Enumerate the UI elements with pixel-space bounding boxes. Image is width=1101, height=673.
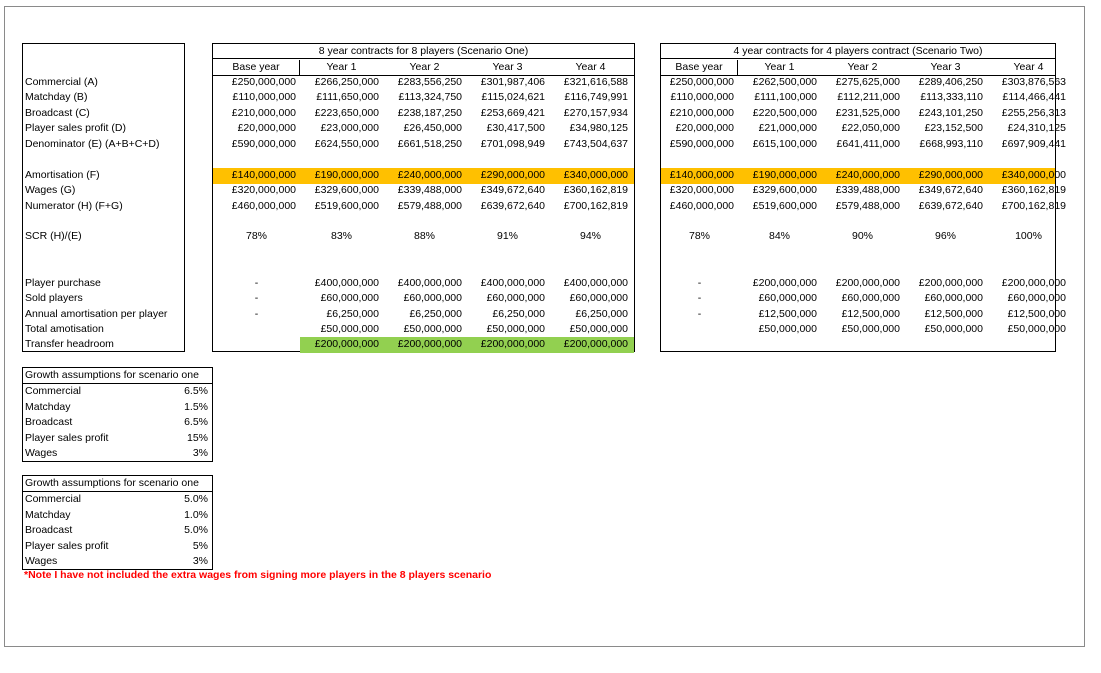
cell-player-sales-profit: £20,000,000 — [237, 122, 296, 134]
assumption-label: Commercial — [25, 385, 82, 398]
assumption-label: Wages — [25, 446, 58, 459]
cell-matchday: £111,100,000 — [754, 91, 817, 103]
cell-player-sales-profit: £22,050,000 — [841, 122, 900, 134]
cell-matchday: £112,211,000 — [837, 91, 900, 103]
cell-sold-players: £60,000,000 — [403, 292, 462, 304]
assumption-label: Matchday — [25, 400, 71, 413]
cell-sold-players: £60,000,000 — [758, 292, 817, 304]
cell-scr: 83% — [330, 230, 352, 242]
cell-transfer-headroom — [821, 337, 904, 352]
cell-broadcast: £253,669,421 — [480, 107, 545, 119]
cell-matchday: £111,650,000 — [316, 91, 379, 103]
cell-numerator: £460,000,000 — [231, 200, 296, 212]
cell-scr: 88% — [413, 230, 435, 242]
assumption-value: 3% — [192, 554, 208, 567]
scenario-two-table — [660, 43, 1066, 352]
row-label-matchday: Matchday (B) — [25, 91, 88, 103]
cell-transfer-headroom — [987, 337, 1070, 352]
cell-sold-players: £60,000,000 — [486, 292, 545, 304]
column-header: Year 3 — [492, 61, 523, 73]
cell-commercial: £275,625,000 — [835, 76, 900, 88]
row-label-transfer-headroom: Transfer headroom — [25, 338, 114, 350]
cell-matchday: £110,000,000 — [670, 91, 734, 103]
cell-player-sales-profit: £23,152,500 — [924, 122, 983, 134]
assumption-label: Broadcast — [25, 524, 73, 537]
cell-matchday: £116,749,991 — [564, 91, 628, 103]
row-label-denominator: Denominator (E) (A+B+C+D) — [25, 138, 160, 150]
column-header: Year 4 — [1013, 61, 1044, 73]
column-header: Base year — [661, 60, 738, 75]
cell-total-amortisation: £50,000,000 — [841, 323, 900, 335]
cell-matchday: £113,324,750 — [398, 91, 462, 103]
row-label-sold-players: Sold players — [25, 292, 83, 304]
cell-commercial: £266,250,000 — [314, 76, 379, 88]
cell-wages: £339,488,000 — [835, 184, 900, 196]
assumption-row — [23, 554, 212, 569]
cell-annual-amortisation: - — [697, 308, 702, 320]
cell-denominator: £743,504,637 — [563, 138, 628, 150]
cell-total-amortisation — [661, 322, 738, 337]
cell-amortisation: £190,000,000 — [314, 169, 379, 181]
cell-broadcast: £223,650,000 — [314, 107, 379, 119]
assumption-row — [23, 431, 212, 446]
cell-denominator: £641,411,000 — [836, 138, 900, 150]
cell-broadcast: £243,101,250 — [918, 107, 983, 119]
row-label-amortisation: Amortisation (F) — [25, 169, 100, 181]
cell-denominator: £590,000,000 — [231, 138, 296, 150]
assumption-value: 5% — [192, 539, 208, 552]
column-header: Year 2 — [409, 61, 440, 73]
cell-scr: 96% — [934, 230, 956, 242]
cell-scr: 78% — [245, 230, 267, 242]
cell-player-purchase: - — [697, 277, 702, 289]
cell-wages: £360,162,819 — [563, 184, 628, 196]
cell-player-purchase: £400,000,000 — [314, 277, 379, 289]
growth-assumptions-two — [22, 475, 213, 570]
cell-amortisation: £340,000,000 — [563, 169, 628, 181]
cell-amortisation: £340,000,000 — [1001, 169, 1066, 181]
cell-player-purchase: £200,000,000 — [752, 277, 817, 289]
cell-player-purchase: £200,000,000 — [918, 277, 983, 289]
cell-numerator: £579,488,000 — [397, 200, 462, 212]
assumption-label: Broadcast — [25, 416, 73, 429]
cell-transfer-headroom: £200,000,000 — [397, 338, 462, 350]
cell-broadcast: £238,187,250 — [397, 107, 462, 119]
row-label-annual-amortisation: Annual amortisation per player — [25, 308, 168, 320]
cell-amortisation: £240,000,000 — [397, 169, 462, 181]
cell-broadcast: £210,000,000 — [669, 107, 734, 119]
growth-assumptions-one — [22, 367, 213, 462]
assumption-label: Player sales profit — [25, 539, 109, 552]
cell-player-sales-profit: £21,000,000 — [758, 122, 817, 134]
cell-total-amortisation: £50,000,000 — [486, 323, 545, 335]
cell-wages: £339,488,000 — [397, 184, 462, 196]
assumption-value: 3% — [192, 446, 208, 459]
cell-scr: 94% — [579, 230, 601, 242]
cell-annual-amortisation: £6,250,000 — [492, 308, 545, 320]
cell-annual-amortisation: £6,250,000 — [575, 308, 628, 320]
scenario-two-title: 4 year contracts for 4 players contract (Scenario Two) — [661, 44, 1055, 59]
assumption-row — [23, 508, 212, 523]
cell-numerator: £700,162,819 — [1001, 200, 1066, 212]
assumption-value: 15% — [186, 431, 208, 444]
cell-broadcast: £220,500,000 — [752, 107, 817, 119]
column-header: Year 3 — [930, 61, 961, 73]
assumption-value: 1.5% — [184, 400, 208, 413]
cell-annual-amortisation: £12,500,000 — [758, 308, 817, 320]
cell-denominator: £701,098,949 — [480, 138, 545, 150]
row-label-scr: SCR (H)/(E) — [25, 230, 82, 242]
cell-denominator: £590,000,000 — [669, 138, 734, 150]
assumption-value: 6.5% — [184, 385, 208, 398]
column-header: Base year — [213, 60, 300, 75]
column-header: Year 4 — [575, 61, 606, 73]
cell-wages: £329,600,000 — [752, 184, 817, 196]
cell-transfer-headroom — [213, 337, 300, 352]
footnote: *Note I have not included the extra wages from signing more players in the 8 players scenario — [24, 569, 492, 581]
cell-player-purchase: £400,000,000 — [480, 277, 545, 289]
cell-wages: £349,672,640 — [918, 184, 983, 196]
cell-total-amortisation: £50,000,000 — [758, 323, 817, 335]
cell-total-amortisation: £50,000,000 — [1007, 323, 1066, 335]
cell-broadcast: £210,000,000 — [231, 107, 296, 119]
assumption-row — [23, 446, 212, 461]
cell-transfer-headroom: £200,000,000 — [563, 338, 628, 350]
row-label-numerator: Numerator (H) (F+G) — [25, 200, 123, 212]
cell-total-amortisation — [213, 322, 300, 337]
assumption-label: Matchday — [25, 508, 71, 521]
assumption-row — [23, 492, 212, 507]
cell-transfer-headroom: £200,000,000 — [480, 338, 545, 350]
cell-wages: £329,600,000 — [314, 184, 379, 196]
cell-denominator: £615,100,000 — [752, 138, 817, 150]
cell-sold-players: - — [697, 292, 702, 304]
cell-player-sales-profit: £34,980,125 — [569, 122, 628, 134]
cell-player-sales-profit: £20,000,000 — [675, 122, 734, 134]
column-header: Year 1 — [326, 61, 357, 73]
assumption-row — [23, 539, 212, 554]
cell-matchday: £113,333,110 — [920, 91, 983, 103]
cell-transfer-headroom: £200,000,000 — [314, 338, 379, 350]
cell-commercial: £289,406,250 — [918, 76, 983, 88]
column-header: Year 2 — [847, 61, 878, 73]
cell-commercial: £301,987,406 — [480, 76, 545, 88]
cell-total-amortisation: £50,000,000 — [320, 323, 379, 335]
cell-broadcast: £270,157,934 — [563, 107, 628, 119]
row-label-commercial: Commercial (A) — [25, 76, 98, 88]
row-labels-column — [22, 43, 185, 352]
assumption-label: Player sales profit — [25, 431, 109, 444]
cell-player-purchase: - — [254, 277, 259, 289]
cell-commercial: £250,000,000 — [669, 76, 734, 88]
cell-matchday: £114,466,441 — [1002, 91, 1066, 103]
cell-numerator: £639,672,640 — [918, 200, 983, 212]
cell-wages: £320,000,000 — [231, 184, 296, 196]
cell-sold-players: - — [254, 292, 259, 304]
cell-amortisation: £290,000,000 — [480, 169, 545, 181]
row-label-player-purchase: Player purchase — [25, 277, 101, 289]
column-header: Year 1 — [764, 61, 795, 73]
assumption-row — [23, 523, 212, 538]
assumption-row — [23, 384, 212, 399]
cell-commercial: £262,500,000 — [752, 76, 817, 88]
cell-scr: 90% — [851, 230, 873, 242]
assumption-value: 1.0% — [184, 508, 208, 521]
cell-wages: £349,672,640 — [480, 184, 545, 196]
cell-sold-players: £60,000,000 — [569, 292, 628, 304]
assumptions-title: Growth assumptions for scenario one — [23, 476, 212, 492]
cell-scr: 78% — [688, 230, 710, 242]
row-label-player-sales-profit: Player sales profit (D) — [25, 122, 126, 134]
cell-annual-amortisation: - — [254, 308, 259, 320]
row-label-wages: Wages (G) — [25, 184, 76, 196]
cell-player-sales-profit: £23,000,000 — [320, 122, 379, 134]
assumption-row — [23, 415, 212, 430]
cell-sold-players: £60,000,000 — [1007, 292, 1066, 304]
cell-matchday: £115,024,621 — [481, 91, 545, 103]
cell-annual-amortisation: £6,250,000 — [409, 308, 462, 320]
cell-total-amortisation: £50,000,000 — [403, 323, 462, 335]
cell-broadcast: £255,256,313 — [1001, 107, 1066, 119]
cell-total-amortisation: £50,000,000 — [569, 323, 628, 335]
cell-total-amortisation: £50,000,000 — [924, 323, 983, 335]
cell-annual-amortisation: £6,250,000 — [326, 308, 379, 320]
cell-denominator: £624,550,000 — [314, 138, 379, 150]
cell-transfer-headroom — [661, 337, 738, 352]
assumption-row — [23, 400, 212, 415]
cell-scr: 91% — [496, 230, 518, 242]
cell-scr: 84% — [768, 230, 790, 242]
cell-numerator: £519,600,000 — [314, 200, 379, 212]
cell-numerator: £639,672,640 — [480, 200, 545, 212]
cell-wages: £360,162,819 — [1001, 184, 1066, 196]
cell-amortisation: £140,000,000 — [231, 169, 296, 181]
cell-numerator: £519,600,000 — [752, 200, 817, 212]
scenario-one-table — [212, 43, 635, 352]
cell-amortisation: £240,000,000 — [835, 169, 900, 181]
assumptions-title: Growth assumptions for scenario one — [23, 368, 212, 384]
cell-commercial: £250,000,000 — [231, 76, 296, 88]
row-label-broadcast: Broadcast (C) — [25, 107, 90, 119]
cell-matchday: £110,000,000 — [232, 91, 296, 103]
cell-player-sales-profit: £24,310,125 — [1007, 122, 1066, 134]
cell-annual-amortisation: £12,500,000 — [841, 308, 900, 320]
cell-amortisation: £190,000,000 — [752, 169, 817, 181]
scenario-one-title: 8 year contracts for 8 players (Scenario One) — [213, 44, 634, 59]
cell-denominator: £661,518,250 — [397, 138, 462, 150]
cell-annual-amortisation: £12,500,000 — [924, 308, 983, 320]
assumption-value: 6.5% — [184, 416, 208, 429]
cell-annual-amortisation: £12,500,000 — [1007, 308, 1066, 320]
cell-sold-players: £60,000,000 — [841, 292, 900, 304]
cell-numerator: £460,000,000 — [669, 200, 734, 212]
row-label-total-amortisation: Total amotisation — [25, 323, 104, 335]
cell-transfer-headroom — [738, 337, 821, 352]
cell-broadcast: £231,525,000 — [835, 107, 900, 119]
cell-player-sales-profit: £26,450,000 — [403, 122, 462, 134]
cell-denominator: £697,909,441 — [1001, 138, 1066, 150]
cell-sold-players: £60,000,000 — [924, 292, 983, 304]
cell-numerator: £579,488,000 — [835, 200, 900, 212]
cell-commercial: £321,616,588 — [563, 76, 628, 88]
cell-numerator: £700,162,819 — [563, 200, 628, 212]
cell-scr: 100% — [1015, 230, 1042, 242]
cell-wages: £320,000,000 — [669, 184, 734, 196]
cell-commercial: £283,556,250 — [397, 76, 462, 88]
cell-commercial: £303,876,563 — [1001, 76, 1066, 88]
assumption-label: Wages — [25, 554, 58, 567]
cell-amortisation: £290,000,000 — [918, 169, 983, 181]
cell-player-purchase: £200,000,000 — [1001, 277, 1066, 289]
assumption-label: Commercial — [25, 493, 82, 506]
cell-player-purchase: £400,000,000 — [563, 277, 628, 289]
cell-amortisation: £140,000,000 — [669, 169, 734, 181]
cell-player-purchase: £200,000,000 — [835, 277, 900, 289]
assumption-value: 5.0% — [184, 493, 208, 506]
cell-denominator: £668,993,110 — [919, 138, 983, 150]
cell-transfer-headroom — [904, 337, 987, 352]
cell-sold-players: £60,000,000 — [320, 292, 379, 304]
cell-player-sales-profit: £30,417,500 — [486, 122, 545, 134]
assumption-value: 5.0% — [184, 524, 208, 537]
cell-player-purchase: £400,000,000 — [397, 277, 462, 289]
